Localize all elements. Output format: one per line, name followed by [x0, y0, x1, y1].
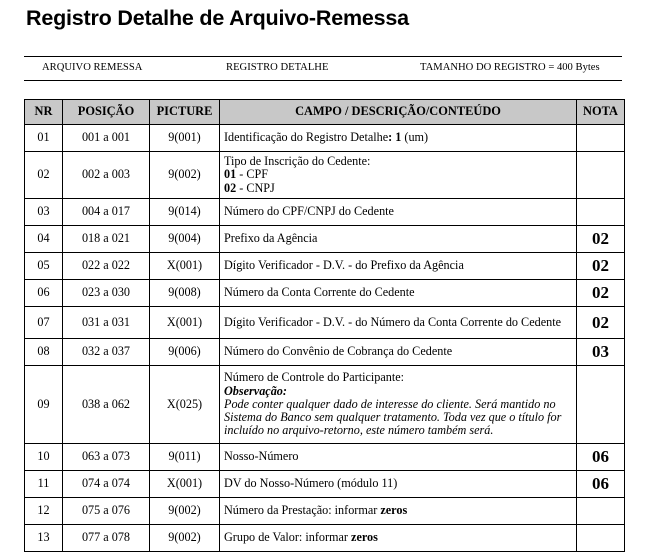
cell-picture: X(001): [150, 307, 220, 339]
cell-nota: [577, 199, 625, 226]
cell-posicao: 038 a 062: [63, 366, 150, 444]
cell-descricao: Número da Conta Corrente do Cedente: [220, 280, 577, 307]
cell-posicao: 004 a 017: [63, 199, 150, 226]
desc-suffix: (um): [401, 130, 429, 145]
cell-nr: 09: [25, 366, 63, 444]
cell-descricao: [220, 525, 577, 552]
cell-nr: 06: [25, 280, 63, 307]
cell-posicao: 018 a 021: [63, 226, 150, 253]
cell-descricao: Número do Convênio de Cobrança do Cedente: [220, 339, 577, 366]
cell-nr: 02: [25, 152, 63, 199]
cell-picture: 9(001): [150, 125, 220, 152]
cell-picture: X(001): [150, 253, 220, 280]
cell-nr: 07: [25, 307, 63, 339]
column-header-nr: NR: [25, 100, 63, 125]
cell-picture: X(001): [150, 471, 220, 498]
header-file-type: ARQUIVO REMESSA: [42, 62, 143, 73]
cell-nota: 02: [577, 307, 625, 339]
table-row: [25, 307, 625, 339]
cell-descricao: [220, 125, 577, 152]
cell-posicao: 075 a 076: [63, 498, 150, 525]
table-row: [25, 525, 625, 552]
desc-value: 1: [395, 130, 402, 145]
observation-label: Observação:: [224, 383, 287, 398]
table-row: [25, 152, 625, 199]
header-record-type: REGISTRO DETALHE: [226, 62, 329, 73]
desc-option: [224, 182, 573, 195]
cell-picture: 9(014): [150, 199, 220, 226]
table-row: [25, 471, 625, 498]
cell-nr: 01: [25, 125, 63, 152]
page-title: Registro Detalhe de Arquivo-Remessa: [26, 6, 409, 30]
cell-posicao: 063 a 073: [63, 444, 150, 471]
table-row: [25, 444, 625, 471]
observation-text: Pode conter qualquer dado de interesse do cliente. Será mantido no Sistema do Banco sem qualquer tratamento. Toda vez que o título for incluído no arquivo-retorno, este número também será.: [224, 396, 562, 438]
desc-text: Tipo de Inscrição do Cedente:: [224, 154, 371, 169]
cell-descricao: Número do CPF/CNPJ do Cedente: [220, 199, 577, 226]
header-top-rule: [24, 56, 622, 57]
header-record-size: TAMANHO DO REGISTRO = 400 Bytes: [420, 62, 600, 73]
cell-picture: 9(002): [150, 498, 220, 525]
cell-nota: 02: [577, 280, 625, 307]
cell-posicao: 077 a 078: [63, 525, 150, 552]
cell-posicao: 074 a 074: [63, 471, 150, 498]
desc-option: [224, 168, 573, 181]
cell-nota: 06: [577, 471, 625, 498]
cell-picture: 9(002): [150, 525, 220, 552]
cell-nr: 12: [25, 498, 63, 525]
option-code: 02: [224, 180, 237, 195]
option-label: - CPF: [236, 167, 269, 182]
cell-posicao: 031 a 031: [63, 307, 150, 339]
cell-posicao: 032 a 037: [63, 339, 150, 366]
cell-nota: [577, 125, 625, 152]
cell-descricao: [220, 498, 577, 525]
desc-text: Número da Prestação: informar: [224, 503, 381, 518]
table-row: [25, 366, 625, 444]
cell-picture: X(025): [150, 366, 220, 444]
table-row: [25, 199, 625, 226]
option-code: 01: [224, 167, 237, 182]
cell-nota: [577, 152, 625, 199]
table-row: [25, 253, 625, 280]
cell-picture: 9(004): [150, 226, 220, 253]
desc-text: Identificação do Registro Detalhe: [224, 130, 389, 145]
record-layout-table: [24, 99, 625, 552]
table-header-row: [25, 100, 625, 125]
cell-descricao: Dígito Verificador - D.V. - do Número da Conta Corrente do Cedente: [220, 307, 577, 339]
cell-nr: 05: [25, 253, 63, 280]
cell-nota: 06: [577, 444, 625, 471]
table-row: [25, 280, 625, 307]
cell-nota: 02: [577, 253, 625, 280]
cell-posicao: 001 a 001: [63, 125, 150, 152]
table-row: [25, 226, 625, 253]
cell-picture: 9(008): [150, 280, 220, 307]
cell-descricao: Prefixo da Agência: [220, 226, 577, 253]
table-row: [25, 498, 625, 525]
column-header-campo: CAMPO / DESCRIÇÃO/CONTEÚDO: [220, 100, 577, 125]
cell-descricao: [220, 366, 577, 444]
table-row: [25, 125, 625, 152]
cell-nr: 08: [25, 339, 63, 366]
column-header-posicao: POSIÇÃO: [63, 100, 150, 125]
header-bottom-rule: [24, 80, 622, 81]
cell-nr: 04: [25, 226, 63, 253]
cell-nota: 03: [577, 339, 625, 366]
desc-text: Grupo de Valor: informar: [224, 530, 352, 545]
cell-picture: 9(002): [150, 152, 220, 199]
cell-descricao: Nosso-Número: [220, 444, 577, 471]
column-header-nota: NOTA: [577, 100, 625, 125]
column-header-picture: PICTURE: [150, 100, 220, 125]
desc-value: zeros: [380, 503, 408, 518]
desc-separator: :: [388, 130, 396, 145]
cell-posicao: 023 a 030: [63, 280, 150, 307]
cell-picture: 9(011): [150, 444, 220, 471]
cell-picture: 9(006): [150, 339, 220, 366]
cell-descricao: DV do Nosso-Número (módulo 11): [220, 471, 577, 498]
cell-nota: [577, 366, 625, 444]
cell-posicao: 022 a 022: [63, 253, 150, 280]
option-label: - CNPJ: [236, 180, 275, 195]
desc-text: Número de Controle do Participante:: [224, 370, 405, 385]
cell-nr: 10: [25, 444, 63, 471]
cell-nr: 13: [25, 525, 63, 552]
cell-nr: 03: [25, 199, 63, 226]
desc-value: zeros: [351, 530, 378, 545]
cell-posicao: 002 a 003: [63, 152, 150, 199]
cell-descricao: [220, 152, 577, 199]
table-row: [25, 339, 625, 366]
cell-nr: 11: [25, 471, 63, 498]
cell-nota: [577, 498, 625, 525]
cell-nota: [577, 525, 625, 552]
cell-descricao: Dígito Verificador - D.V. - do Prefixo da Agência: [220, 253, 577, 280]
cell-nota: 02: [577, 226, 625, 253]
